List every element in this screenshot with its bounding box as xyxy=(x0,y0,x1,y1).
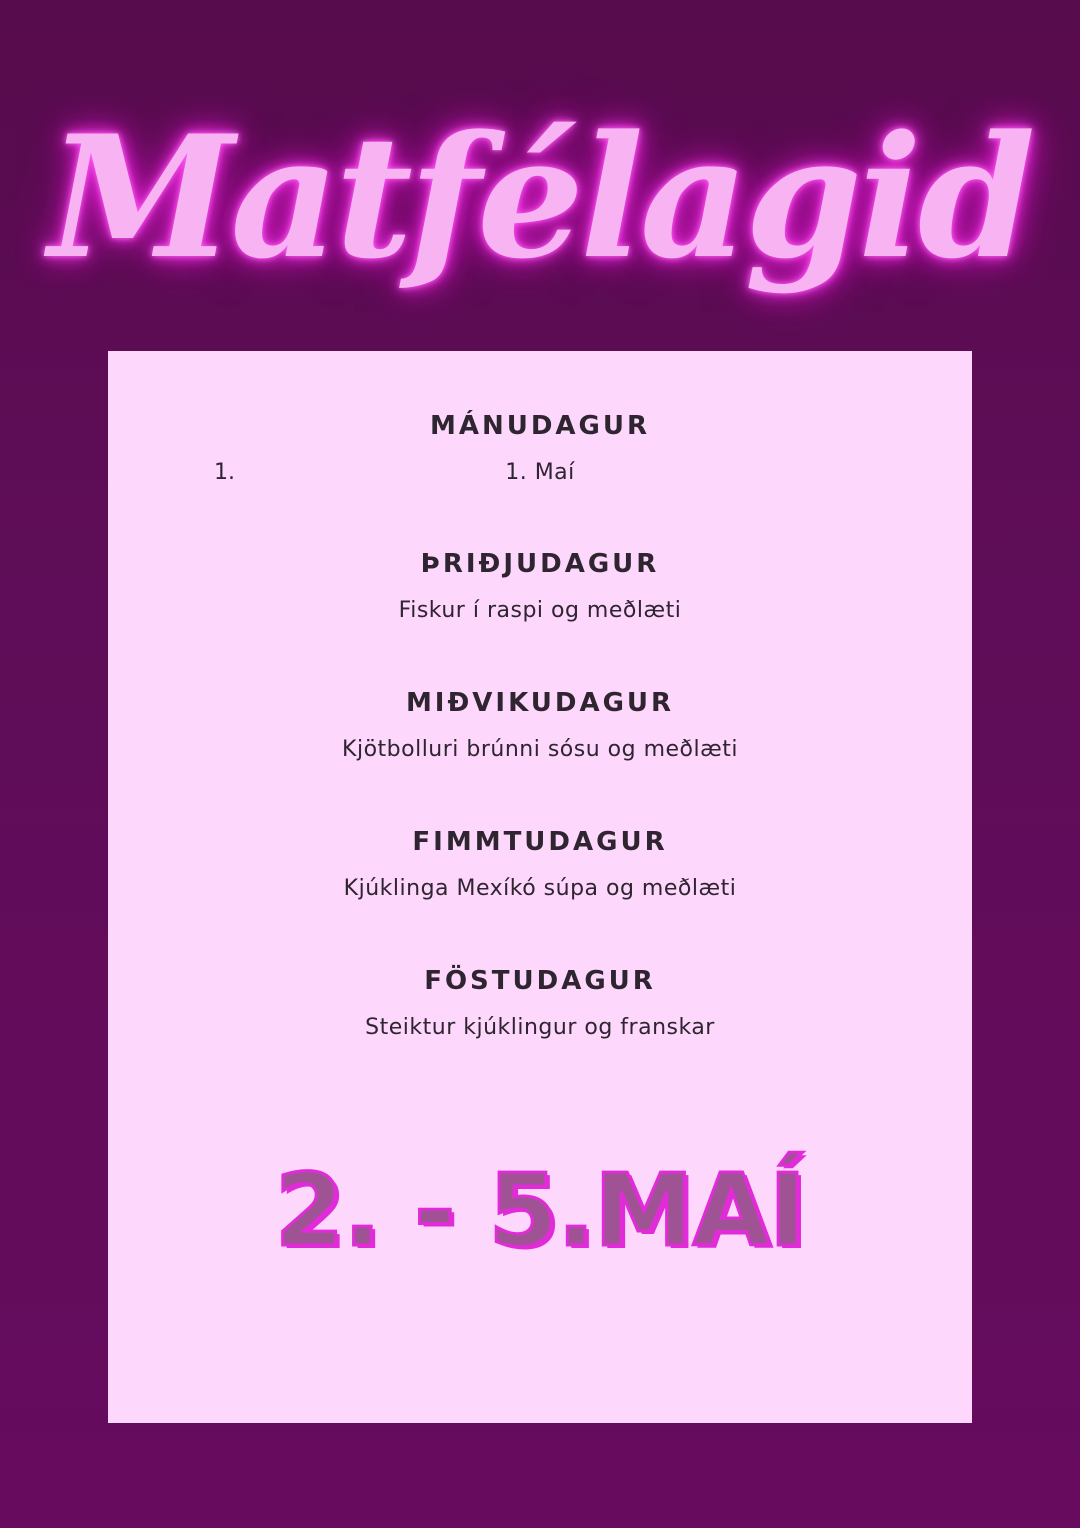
day-dish: Fiskur í raspi og meðlæti xyxy=(398,598,682,623)
day-dish: Steiktur kjúklingur og franskar xyxy=(365,1015,715,1040)
day-dish: 1. Maí xyxy=(505,460,575,485)
page-title: Matfélagid xyxy=(48,98,1032,296)
day-name: FIMMTUDAGUR xyxy=(412,827,668,857)
day-name: FÖSTUDAGUR xyxy=(424,966,656,996)
list-marker: 1. xyxy=(214,460,235,485)
day-monday xyxy=(108,409,972,488)
date-range: 2. - 5.MAÍ xyxy=(274,1152,806,1269)
day-friday xyxy=(108,964,972,1043)
day-wednesday xyxy=(108,686,972,765)
day-tuesday xyxy=(108,547,972,626)
day-dish: Kjúklinga Mexíkó súpa og meðlæti xyxy=(343,876,737,901)
day-name: MÁNUDAGUR xyxy=(429,411,651,441)
day-name: ÞRIÐJUDAGUR xyxy=(420,549,660,579)
day-dish: Kjötbolluri brúnni sósu og meðlæti xyxy=(342,737,738,762)
day-thursday xyxy=(108,825,972,904)
menu-card xyxy=(108,351,972,1423)
day-name: MIÐVIKUDAGUR xyxy=(405,688,675,718)
